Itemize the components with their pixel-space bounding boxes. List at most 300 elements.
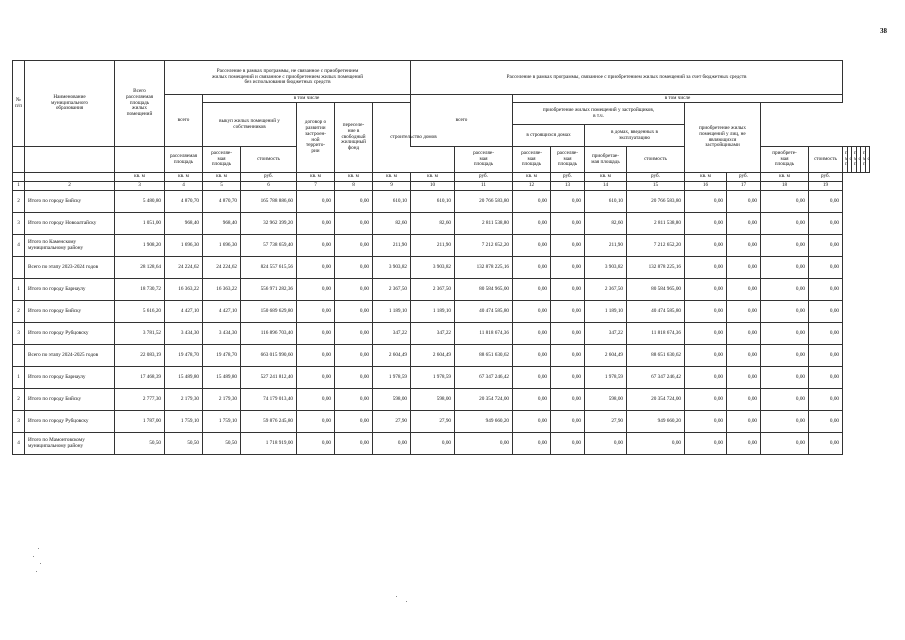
value-cell: 663 015 990,60 [241,345,297,367]
scan-speck [40,563,41,564]
column-number-cell: 16 [685,182,727,191]
value-cell: 0,00 [809,345,843,367]
header-total-area: Всего расселяемая площадь жилых помещений [115,61,165,147]
value-cell: 165 788 886,60 [241,191,297,213]
units-row [13,173,870,182]
value-cell: 0,00 [335,433,373,455]
header-b-acquired-area: приобретае- мая площадь [585,147,627,173]
row-number: 3 [13,411,25,433]
municipality-name: Итого по городу Бийску [25,389,115,411]
value-cell: 17 468,39 [115,367,165,389]
value-cell: 40 474 585,80 [627,301,685,323]
column-number-cell: 10 [411,182,455,191]
value-cell: 40 474 585,80 [455,301,513,323]
value-cell: 0,00 [335,367,373,389]
value-cell: 0,00 [809,301,843,323]
unit-cell: руб. [455,173,513,182]
value-cell: 3 434,30 [165,323,203,345]
municipality-name: Итого по городу Новоалтайску [25,213,115,235]
unit-cell: руб. [627,173,685,182]
value-cell: 50,50 [203,433,241,455]
unit-cell: кв. м [165,173,203,182]
value-cell: 949 660,20 [627,411,685,433]
value-cell: 1 908,20 [115,235,165,257]
value-cell: 0,00 [685,257,727,279]
value-cell: 610,10 [373,191,411,213]
value-cell: 3 434,30 [203,323,241,345]
header-acq-from-dev: приобретение жилых помещений у застройщиков, в т.ч. [513,103,685,125]
municipality-name: Всего по этапу 2024-2025 годов [25,345,115,367]
value-cell: 1 978,59 [411,367,455,389]
value-cell: 0,00 [761,411,809,433]
value-cell: 0,00 [809,433,843,455]
header-contract-dev: договор о развитии застроен- ной террито- рии [297,103,335,173]
table-row [13,235,870,257]
unit-cell: руб. [551,173,585,182]
value-cell: 0,00 [297,433,335,455]
unit-cell: кв. м [335,173,373,182]
row-number: 1 [13,367,25,389]
municipality-name: Итого по городу Барнаулу [25,279,115,301]
value-cell: 150 689 629,80 [241,301,297,323]
value-cell: 347,22 [411,323,455,345]
municipality-name: Итого по городу Бийску [25,301,115,323]
value-cell: 1 189,10 [585,301,627,323]
value-cell: 57 738 659,40 [241,235,297,257]
unit-cell: руб. [809,173,843,182]
table-row [13,279,870,301]
value-cell: 1 696,30 [203,235,241,257]
scan-speck [38,548,39,549]
value-cell: 598,00 [373,389,411,411]
value-cell: 1 189,10 [373,301,411,323]
column-number-cell: 12 [513,182,551,191]
value-cell: 0,00 [335,411,373,433]
value-cell: 15 489,80 [203,367,241,389]
column-number-cell: 8 [335,182,373,191]
value-cell: 2 179,30 [165,389,203,411]
value-cell: 82,60 [585,213,627,235]
value-cell: 968,40 [203,213,241,235]
row-number: 1 [13,279,25,301]
unit-cell: кв. м [761,173,809,182]
header-b-relocated-area: расселяе- мая площадь [551,147,585,173]
column-number-cell: 14 [585,182,627,191]
value-cell: 82,60 [411,213,455,235]
value-cell: 0,00 [551,257,585,279]
header-relocated-area: расселяемая площадь [165,147,203,173]
unit-cell: кв. м [411,173,455,182]
value-cell: 1 759,10 [165,411,203,433]
value-cell: 132 878 225,16 [455,257,513,279]
value-cell: 1 718 919,00 [241,433,297,455]
value-cell: 0,00 [513,301,551,323]
value-cell: 211,90 [585,235,627,257]
header-nondev-cost [865,147,870,173]
value-cell: 20 766 583,80 [455,191,513,213]
unit-cell: кв. м [685,173,727,182]
value-cell: 0,00 [551,213,585,235]
value-cell: 2 367,50 [373,279,411,301]
value-cell: 0,00 [335,301,373,323]
value-cell: 22 083,19 [115,345,165,367]
value-cell: 0,00 [809,367,843,389]
value-cell: 0,00 [513,433,551,455]
value-cell: 0,00 [335,323,373,345]
value-cell: 0,00 [297,389,335,411]
header-cost: стоимость [241,147,297,173]
value-cell: 0,00 [761,367,809,389]
value-cell: 347,22 [585,323,627,345]
scan-speck [406,601,407,602]
value-cell: 0,00 [513,345,551,367]
value-cell: 0,00 [761,345,809,367]
value-cell: 4 427,10 [203,301,241,323]
value-cell: 0,00 [513,323,551,345]
value-cell: 0,00 [455,433,513,455]
column-number-cell: 7 [297,182,335,191]
value-cell: 4 870,70 [165,191,203,213]
value-cell: 0,00 [727,367,761,389]
value-cell: 0,00 [335,235,373,257]
column-number-cell: 5 [203,182,241,191]
value-cell: 0,00 [551,191,585,213]
value-cell: 18 730,72 [115,279,165,301]
value-cell: 15 489,80 [165,367,203,389]
table-row [13,301,870,323]
value-cell: 0,00 [727,213,761,235]
value-cell: 0,00 [727,301,761,323]
value-cell: 0,00 [335,191,373,213]
value-cell: 0,00 [685,411,727,433]
value-cell: 598,00 [411,389,455,411]
value-cell: 0,00 [761,257,809,279]
value-cell: 556 971 282,36 [241,279,297,301]
header-build-houses: строительство домов [373,103,455,173]
value-cell: 3 781,52 [115,323,165,345]
value-cell: 0,00 [809,323,843,345]
value-cell: 27,90 [411,411,455,433]
value-cell: 0,00 [727,235,761,257]
value-cell: 1 978,59 [585,367,627,389]
value-cell: 16 363,22 [165,279,203,301]
value-cell: 4 427,10 [165,301,203,323]
header-name: Наименование муниципального образования [25,61,115,147]
value-cell: 2 604,49 [585,345,627,367]
value-cell: 19 478,70 [165,345,203,367]
row-number: 3 [13,323,25,345]
column-number-cell: 2 [25,182,115,191]
value-cell: 3 903,82 [373,257,411,279]
value-cell: 0,00 [761,213,809,235]
header-group-b: Расселение в рамках программы, связанное с приобретением жилых помещений за счет бюджетных средств [411,61,843,95]
page-number: 38 [880,27,887,35]
value-cell: 80 584 965,00 [627,279,685,301]
table-row [13,213,870,235]
value-cell: 16 363,22 [203,279,241,301]
column-number-cell: 11 [455,182,513,191]
value-cell: 0,00 [297,191,335,213]
value-cell: 0,00 [585,433,627,455]
row-number: 3 [13,213,25,235]
value-cell: 5 616,20 [115,301,165,323]
value-cell: 0,00 [685,235,727,257]
value-cell: 0,00 [685,323,727,345]
value-cell: 0,00 [685,191,727,213]
relocation-table [12,60,870,455]
column-number-cell: 1 [13,182,25,191]
value-cell: 0,00 [513,257,551,279]
value-cell: 0,00 [809,213,843,235]
value-cell: 28 128,64 [115,257,165,279]
unit-cell: руб. [727,173,761,182]
table-body [13,191,870,455]
value-cell: 0,00 [761,191,809,213]
header-relocated-area-2: расселяе- мая площадь [203,147,241,173]
value-cell: 0,00 [809,257,843,279]
value-cell: 88 651 630,62 [627,345,685,367]
value-cell: 968,40 [165,213,203,235]
value-cell: 0,00 [761,301,809,323]
value-cell: 0,00 [335,279,373,301]
value-cell: 0,00 [551,235,585,257]
value-cell: 0,00 [761,323,809,345]
municipality-name: Итого по городу Рубцовску [25,323,115,345]
value-cell: 2 604,49 [373,345,411,367]
value-cell: 0,00 [685,367,727,389]
value-cell: 2 777,30 [115,389,165,411]
value-cell: 50,50 [115,433,165,455]
value-cell: 610,10 [585,191,627,213]
header-relocated-area-4: расселяе- мая площадь [513,147,551,173]
value-cell: 0,00 [513,191,551,213]
value-cell: 0,00 [727,345,761,367]
value-cell: 0,00 [335,345,373,367]
table-row [13,411,870,433]
unit-cell: кв. м [373,173,411,182]
value-cell: 0,00 [685,345,727,367]
header-build-area: приобрете- мая площадь [761,147,809,173]
value-cell: 0,00 [513,367,551,389]
value-cell: 88 651 630,62 [455,345,513,367]
value-cell: 0,00 [727,257,761,279]
header-relocated-area-3: расселяе- мая площадь [455,147,513,173]
value-cell: 2 367,50 [585,279,627,301]
municipality-name: Итого по Мамонтовскому муниципальному району [25,433,115,455]
value-cell: 50,50 [165,433,203,455]
value-cell: 2 604,49 [411,345,455,367]
unit-cell: кв. м [585,173,627,182]
value-cell: 0,00 [297,257,335,279]
header-buyout: выкуп жилых помещений у собственников [203,103,297,147]
value-cell: 82,60 [373,213,411,235]
value-cell: 2 179,30 [203,389,241,411]
value-cell: 0,00 [685,213,727,235]
value-cell: 1 759,10 [203,411,241,433]
table-row [13,323,870,345]
value-cell: 0,00 [551,433,585,455]
value-cell: 0,00 [685,301,727,323]
header-group-a: Расселение в рамках программы, не связанное с приобретением жилых помещений и связанное с приобретением жилых помещений без использования бюджетных средств [165,61,411,95]
header-a-in-that: в том числе [203,95,411,103]
table-row [13,433,870,455]
value-cell: 527 241 812,40 [241,367,297,389]
value-cell: 7 212 652,20 [455,235,513,257]
value-cell: 0,00 [297,279,335,301]
municipality-name: Всего по этапу 2023-2024 годов [25,257,115,279]
column-number-cell: 4 [165,182,203,191]
header-b-all: всего [411,95,513,147]
value-cell: 0,00 [297,367,335,389]
value-cell: 11 818 674,36 [455,323,513,345]
unit-cell: кв. м [203,173,241,182]
value-cell: 0,00 [551,323,585,345]
value-cell: 0,00 [551,367,585,389]
value-cell: 27,90 [373,411,411,433]
column-number-cell: 3 [115,182,165,191]
header-b-cost: стоимость [627,147,685,173]
value-cell: 0,00 [809,235,843,257]
value-cell: 20 766 583,80 [627,191,685,213]
value-cell: 0,00 [685,433,727,455]
row-number: 2 [13,301,25,323]
value-cell: 0,00 [411,433,455,455]
value-cell: 27,90 [585,411,627,433]
value-cell: 0,00 [727,433,761,455]
column-number-cell: 9 [373,182,411,191]
table-row [13,191,870,213]
value-cell: 0,00 [513,411,551,433]
header-in-built-houses: в строящихся домах [513,125,585,147]
value-cell: 0,00 [551,279,585,301]
value-cell: 24 224,62 [165,257,203,279]
row-number: 2 [13,389,25,411]
value-cell: 0,00 [297,411,335,433]
table-row [13,389,870,411]
unit-cell: кв. м [115,173,165,182]
header-b-in-that: в том числе [513,95,843,103]
value-cell: 1 051,00 [115,213,165,235]
value-cell: 67 347 246,42 [627,367,685,389]
value-cell: 80 584 965,00 [455,279,513,301]
value-cell: 949 660,20 [455,411,513,433]
value-cell: 0,00 [335,213,373,235]
value-cell: 0,00 [685,389,727,411]
value-cell: 0,00 [761,389,809,411]
value-cell: 347,22 [373,323,411,345]
value-cell: 24 224,62 [203,257,241,279]
value-cell: 1 787,00 [115,411,165,433]
value-cell: 0,00 [685,279,727,301]
value-cell: 132 878 225,16 [627,257,685,279]
header-a-all: всего [165,95,203,147]
scan-speck [33,556,34,557]
row-number [13,345,25,367]
value-cell: 0,00 [761,433,809,455]
value-cell: 11 818 674,36 [627,323,685,345]
value-cell: 19 478,70 [203,345,241,367]
row-number: 4 [13,433,25,455]
value-cell: 1 189,10 [411,301,455,323]
table-row [13,257,870,279]
column-number-cell: 19 [809,182,843,191]
value-cell: 20 354 724,00 [627,389,685,411]
value-cell: 1 696,30 [165,235,203,257]
value-cell: 0,00 [297,345,335,367]
value-cell: 116 896 703,40 [241,323,297,345]
value-cell: 0,00 [809,389,843,411]
unit-cell: кв. м [513,173,551,182]
value-cell: 0,00 [809,191,843,213]
value-cell: 0,00 [727,323,761,345]
value-cell: 0,00 [727,389,761,411]
value-cell: 0,00 [551,389,585,411]
value-cell: 20 354 724,00 [455,389,513,411]
value-cell: 0,00 [513,389,551,411]
column-number-cell: 17 [727,182,761,191]
header-num: № п/п [13,61,25,147]
value-cell: 67 347 246,42 [455,367,513,389]
value-cell: 5 480,80 [115,191,165,213]
row-number [13,257,25,279]
value-cell: 0,00 [297,323,335,345]
column-number-cell: 6 [241,182,297,191]
value-cell: 0,00 [551,301,585,323]
header-acq-non-dev: приобретение жилых помещений у лиц, не являющихся застройщиками [685,103,761,173]
header-build-cost: стоимость [809,147,843,173]
value-cell: 59 876 245,80 [241,411,297,433]
header-in-existing-houses: в домах, введенных в эксплуатацию [585,125,685,147]
column-numbers-row [13,182,870,191]
value-cell: 211,90 [373,235,411,257]
value-cell: 0,00 [761,279,809,301]
value-cell: 0,00 [727,411,761,433]
municipality-name: Итого по городу Рубцовску [25,411,115,433]
header-relocation-free: переселе- ние в свободный жилищный фонд [335,103,373,173]
value-cell: 0,00 [297,235,335,257]
value-cell: 3 903,82 [411,257,455,279]
table-row [13,367,870,389]
row-number: 4 [13,235,25,257]
value-cell: 1 978,59 [373,367,411,389]
value-cell: 0,00 [809,411,843,433]
value-cell: 0,00 [335,257,373,279]
value-cell: 0,00 [513,279,551,301]
value-cell: 610,10 [411,191,455,213]
scan-speck [396,596,397,597]
value-cell: 824 557 615,56 [241,257,297,279]
value-cell: 0,00 [551,345,585,367]
value-cell: 2 367,50 [411,279,455,301]
value-cell: 211,90 [411,235,455,257]
unit-cell: кв. м [297,173,335,182]
value-cell: 2 811 538,80 [627,213,685,235]
value-cell: 0,00 [551,411,585,433]
value-cell: 0,00 [297,213,335,235]
scan-speck [36,571,37,572]
value-cell: 74 179 013,40 [241,389,297,411]
value-cell: 0,00 [627,433,685,455]
value-cell: 0,00 [761,235,809,257]
value-cell: 0,00 [727,191,761,213]
value-cell: 32 962 399,20 [241,213,297,235]
value-cell: 0,00 [727,279,761,301]
value-cell: 0,00 [809,279,843,301]
column-number-cell: 18 [761,182,809,191]
value-cell: 7 212 652,20 [627,235,685,257]
value-cell: 0,00 [335,389,373,411]
value-cell: 3 903,82 [585,257,627,279]
